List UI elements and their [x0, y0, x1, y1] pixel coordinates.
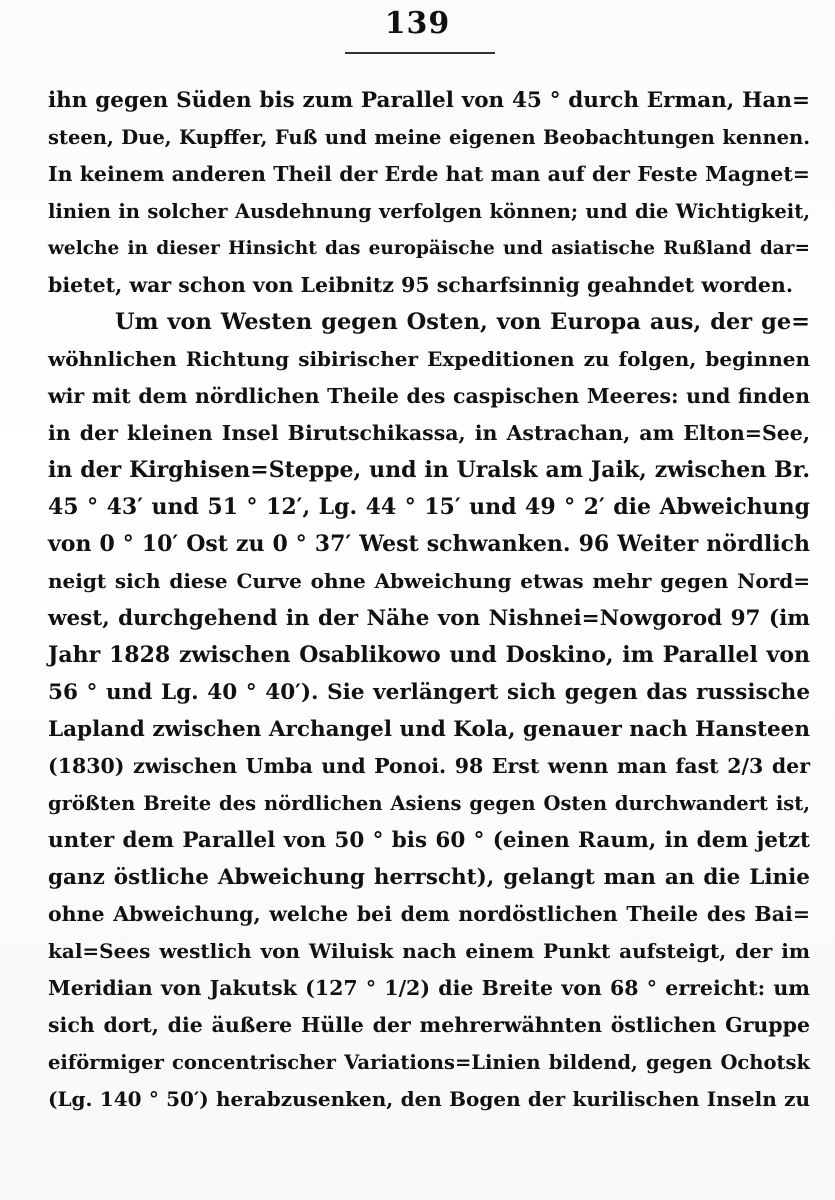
paragraph-start-line: Um von Westen gegen Osten, von Europa aus, der ge= [115, 309, 810, 335]
text-line: eiförmiger concentrischer Variations=Linien bildend, gegen Ochotsk [48, 1051, 810, 1074]
text-line: in der kleinen Insel Birutschikassa, in Astrachan, am Elton=See, [48, 421, 810, 445]
text-line: steen, Due, Kupffer, Fuß und meine eigenen Beobachtungen kennen. [48, 126, 810, 149]
text-line: welche in dieser Hinsicht das europäische und asiatische Rußland dar= [48, 238, 810, 259]
text-line: ohne Abweichung, welche bei dem nordöstlichen Theile des Bai= [48, 902, 810, 926]
text-line: In keinem anderen Theil der Erde hat man auf der Feste Magnet= [48, 162, 810, 186]
text-line: Meridian von Jakutsk (127 ° 1/2) die Breite von 68 ° erreicht: um [48, 976, 810, 1000]
text-line: größten Breite des nördlichen Asiens gegen Osten durchwandert ist, [48, 792, 810, 815]
header-rule [345, 52, 495, 54]
text-line: 56 ° und Lg. 40 ° 40′). Sie verlängert sich gegen das russische [48, 680, 810, 705]
text-line: kal=Sees westlich von Wiluisk nach einem Punkt aufsteigt, der im [48, 939, 810, 963]
text-line: Lapland zwischen Archangel und Kola, genauer nach Hansteen [48, 717, 810, 742]
text-line: west, durchgehend in der Nähe von Nishnei=Nowgorod 97 (im [48, 606, 810, 631]
text-line: wir mit dem nördlichen Theile des caspischen Meeres: und finden [48, 384, 810, 408]
text-line: unter dem Parallel von 50 ° bis 60 ° (einen Raum, in dem jetzt [48, 828, 810, 853]
text-line: neigt sich diese Curve ohne Abweichung etwas mehr gegen Nord= [48, 569, 810, 593]
text-line: 45 ° 43′ und 51 ° 12′, Lg. 44 ° 15′ und 49 ° 2′ die Abweichung [48, 494, 810, 520]
text-line: ihn gegen Süden bis zum Parallel von 45 ° durch Erman, Han= [48, 88, 810, 113]
text-line: bietet, war schon von Leibnitz 95 scharfsinnig geahndet worden. [48, 273, 793, 297]
text-line: (1830) zwischen Umba und Ponoi. 98 Erst wenn man fast 2/3 der [48, 754, 810, 778]
text-line: wöhnlichen Richtung sibirischer Expeditionen zu folgen, beginnen [48, 347, 810, 371]
text-line: Jahr 1828 zwischen Osablikowo und Doskino, im Parallel von [48, 642, 810, 668]
text-line: ganz östliche Abweichung herrscht), gelangt man an die Linie [48, 865, 810, 890]
text-line: sich dort, die äußere Hülle der mehrerwähnten östlichen Gruppe [48, 1013, 810, 1037]
text-line: von 0 ° 10′ Ost zu 0 ° 37′ West schwanken. 96 Weiter nördlich [48, 531, 810, 557]
text-line: in der Kirghisen=Steppe, und in Uralsk am Jaik, zwischen Br. [48, 457, 810, 483]
text-line: linien in solcher Ausdehnung verfolgen können; und die Wichtigkeit, [48, 200, 810, 223]
page-number: 139 [384, 6, 451, 41]
text-line: (Lg. 140 ° 50′) herabzusenken, den Bogen der kurilischen Inseln zu [48, 1087, 810, 1111]
